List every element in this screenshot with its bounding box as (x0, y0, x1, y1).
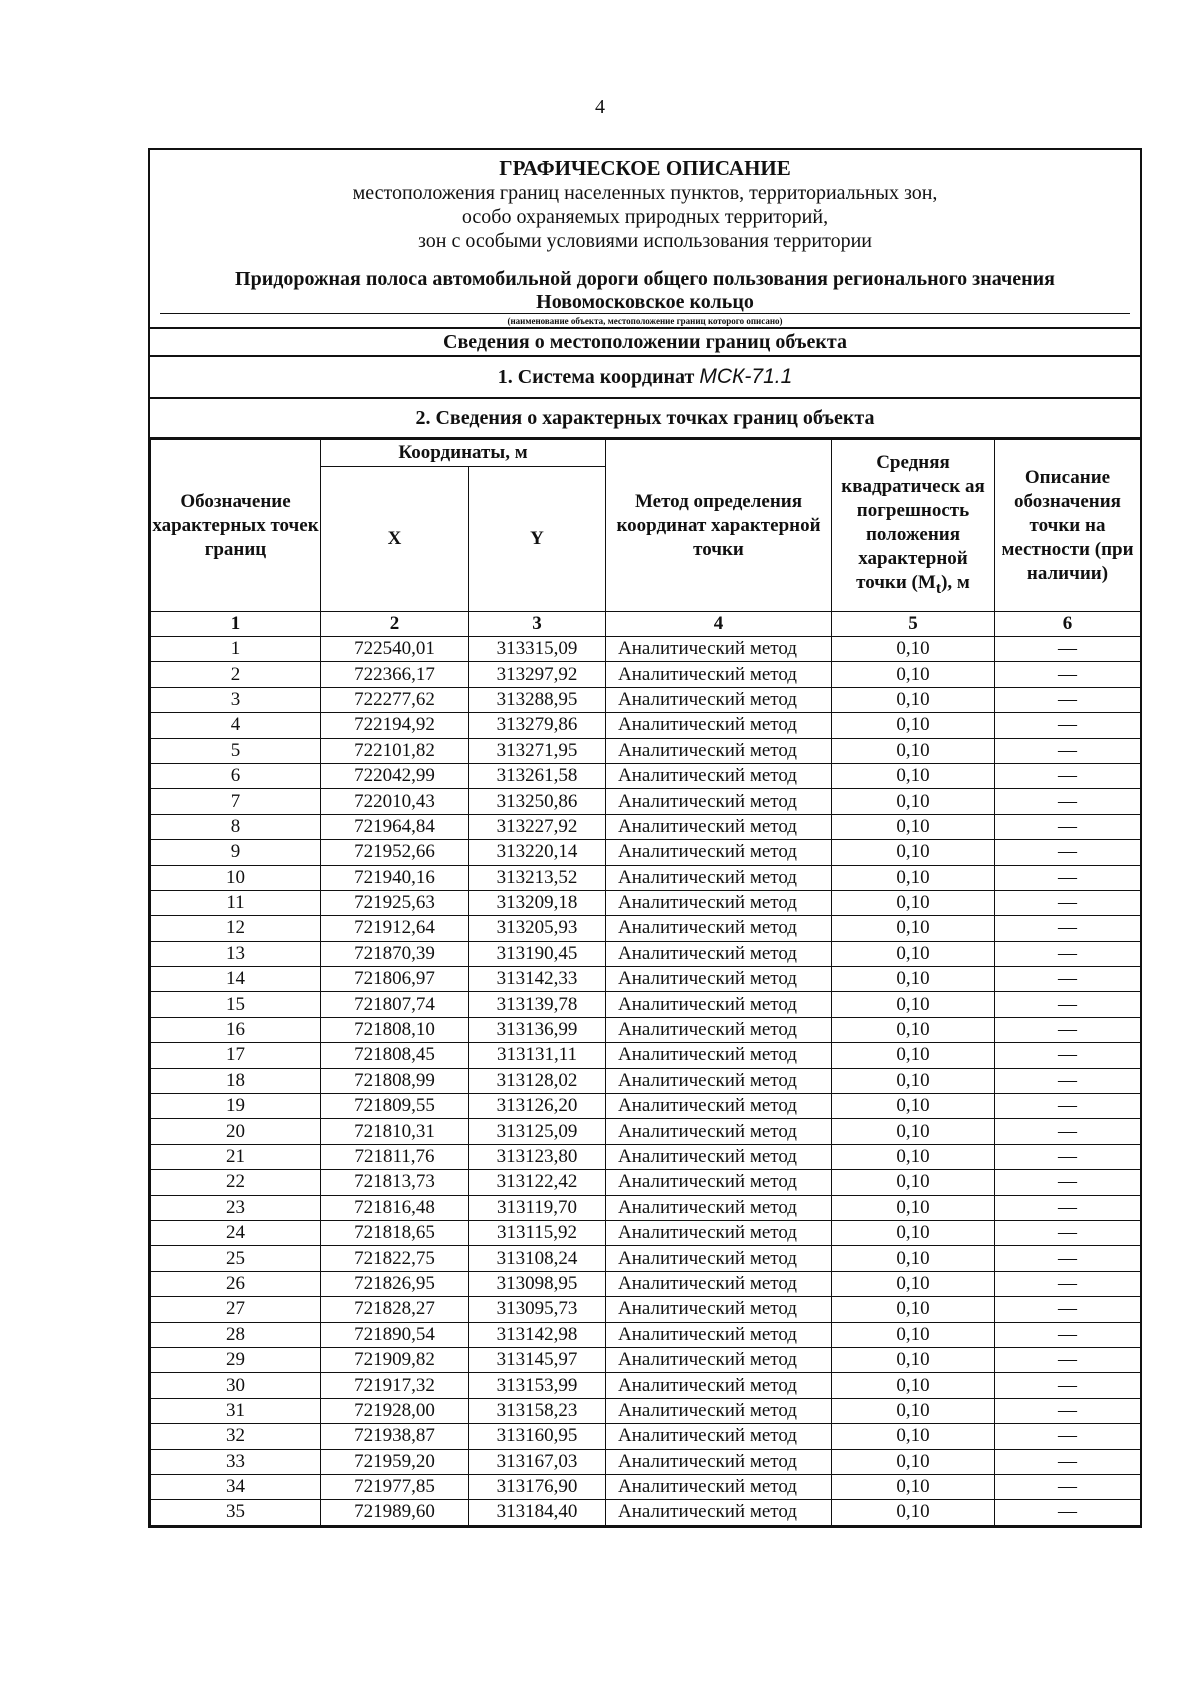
error-value-cell: 0,10 (832, 1322, 995, 1347)
column-number: 6 (995, 612, 1141, 637)
point-id-cell: 17 (151, 1043, 321, 1068)
method-cell: Аналитический метод (606, 1398, 832, 1423)
description-cell: — (995, 789, 1141, 814)
point-id-cell: 8 (151, 814, 321, 839)
table-row (151, 1017, 1141, 1042)
method-cell: Аналитический метод (606, 967, 832, 992)
error-value-cell: 0,10 (832, 865, 995, 890)
error-value-cell: 0,10 (832, 814, 995, 839)
coord-y-cell: 313098,95 (469, 1271, 606, 1296)
table-row (151, 1347, 1141, 1372)
description-cell: — (995, 1043, 1141, 1068)
description-cell: — (995, 1424, 1141, 1449)
method-cell: Аналитический метод (606, 916, 832, 941)
method-cell: Аналитический метод (606, 1297, 832, 1322)
object-caption: (наименование объекта, местоположение границ которого описано) (507, 316, 783, 326)
error-value-cell: 0,10 (832, 1043, 995, 1068)
coord-y-cell: 313297,92 (469, 662, 606, 687)
coord-y-cell: 313279,86 (469, 713, 606, 738)
coord-y-cell: 313271,95 (469, 738, 606, 763)
method-cell: Аналитический метод (606, 1322, 832, 1347)
error-value-cell: 0,10 (832, 637, 995, 662)
coord-y-cell: 313315,09 (469, 637, 606, 662)
point-id-cell: 29 (151, 1347, 321, 1372)
description-cell: — (995, 1246, 1141, 1271)
point-id-cell: 33 (151, 1449, 321, 1474)
coord-y-cell: 313158,23 (469, 1398, 606, 1423)
error-value-cell: 0,10 (832, 789, 995, 814)
point-id-cell: 7 (151, 789, 321, 814)
error-value-cell: 0,10 (832, 1424, 995, 1449)
error-value-cell: 0,10 (832, 1094, 995, 1119)
subtitle-line-1: местоположения границ населенных пунктов, территориальных зон, (352, 182, 938, 204)
coord-x-cell: 721816,48 (321, 1195, 469, 1220)
error-value-cell: 0,10 (832, 763, 995, 788)
error-value-cell: 0,10 (832, 992, 995, 1017)
table-row (151, 1297, 1141, 1322)
subtitle-line-3: зон с особыми условиями использования территории (417, 230, 873, 252)
coord-y-cell: 313145,97 (469, 1347, 606, 1372)
method-cell: Аналитический метод (606, 1246, 832, 1271)
table-row (151, 1094, 1141, 1119)
coord-x-cell: 721909,82 (321, 1347, 469, 1372)
coord-system-label: 1. Система координат (497, 366, 695, 388)
coord-x-cell: 722042,99 (321, 763, 469, 788)
coord-x-cell: 721917,32 (321, 1373, 469, 1398)
error-value-cell: 0,10 (832, 1144, 995, 1169)
description-cell: — (995, 1068, 1141, 1093)
coord-x-cell: 722010,43 (321, 789, 469, 814)
coord-x-cell: 721811,76 (321, 1144, 469, 1169)
description-cell: — (995, 637, 1141, 662)
coord-x-cell: 721952,66 (321, 840, 469, 865)
document-title: ГРАФИЧЕСКОЕ ОПИСАНИЕ (499, 156, 791, 180)
coord-y-cell: 313213,52 (469, 865, 606, 890)
coord-x-cell: 722101,82 (321, 738, 469, 763)
coord-y-cell: 313261,58 (469, 763, 606, 788)
coord-y-cell: 313142,33 (469, 967, 606, 992)
coord-x-cell: 721818,65 (321, 1220, 469, 1245)
error-value-cell: 0,10 (832, 1347, 995, 1372)
coord-y-cell: 313153,99 (469, 1373, 606, 1398)
point-id-cell: 18 (151, 1068, 321, 1093)
column-number: 3 (469, 612, 606, 637)
description-cell: — (995, 1474, 1141, 1499)
coord-y-cell: 313136,99 (469, 1017, 606, 1042)
table-row (151, 1424, 1141, 1449)
point-id-cell: 9 (151, 840, 321, 865)
method-cell: Аналитический метод (606, 1195, 832, 1220)
coord-y-cell: 313288,95 (469, 687, 606, 712)
coord-y-cell: 313095,73 (469, 1297, 606, 1322)
table-row (151, 814, 1141, 839)
method-cell: Аналитический метод (606, 890, 832, 915)
table-row (151, 662, 1141, 687)
coord-y-cell: 313190,45 (469, 941, 606, 966)
coord-system-bar (150, 357, 1140, 399)
header-error: Средняя квадратическ ая погрешность положения характерной точки $(M_t)$, м (832, 440, 995, 612)
document-header (150, 150, 1140, 329)
coord-x-cell: 721826,95 (321, 1271, 469, 1296)
header-x: X (321, 467, 469, 612)
coord-x-cell: 721959,20 (321, 1449, 469, 1474)
coord-y-cell: 313205,93 (469, 916, 606, 941)
subtitle-line-2: особо охраняемых природных территорий, (461, 206, 829, 228)
table-row (151, 1246, 1141, 1271)
method-cell: Аналитический метод (606, 763, 832, 788)
point-id-cell: 35 (151, 1500, 321, 1525)
section-title: Сведения о местоположении границ объекта (150, 329, 1140, 357)
coord-x-cell: 722540,01 (321, 637, 469, 662)
coord-x-cell: 721809,55 (321, 1094, 469, 1119)
error-value-cell: 0,10 (832, 1271, 995, 1296)
method-cell: Аналитический метод (606, 738, 832, 763)
coord-y-cell: 313108,24 (469, 1246, 606, 1271)
description-cell: — (995, 1297, 1141, 1322)
coord-x-cell: 721977,85 (321, 1474, 469, 1499)
coord-y-cell: 313128,02 (469, 1068, 606, 1093)
point-id-cell: 27 (151, 1297, 321, 1322)
object-name-line-2: Новомосковское кольцо (160, 291, 1130, 314)
coord-y-cell: 313209,18 (469, 890, 606, 915)
table-row (151, 637, 1141, 662)
table-row (151, 1170, 1141, 1195)
table-row (151, 840, 1141, 865)
coord-y-cell: 313139,78 (469, 992, 606, 1017)
description-cell: — (995, 713, 1141, 738)
coord-x-cell: 721810,31 (321, 1119, 469, 1144)
table-row (151, 1043, 1141, 1068)
method-cell: Аналитический метод (606, 1347, 832, 1372)
error-value-cell: 0,10 (832, 1195, 995, 1220)
point-id-cell: 20 (151, 1119, 321, 1144)
coord-system-value: МСК-71.1 (699, 365, 793, 388)
table-row (151, 789, 1141, 814)
table-row (151, 992, 1141, 1017)
coord-x-cell: 721925,63 (321, 890, 469, 915)
method-cell: Аналитический метод (606, 789, 832, 814)
description-cell: — (995, 1500, 1141, 1525)
error-value-cell: 0,10 (832, 1246, 995, 1271)
error-value-cell: 0,10 (832, 941, 995, 966)
point-id-cell: 28 (151, 1322, 321, 1347)
coord-y-cell: 313119,70 (469, 1195, 606, 1220)
table-row (151, 1474, 1141, 1499)
column-number: 5 (832, 612, 995, 637)
coord-x-cell: 721928,00 (321, 1398, 469, 1423)
description-cell: — (995, 738, 1141, 763)
coord-x-cell: 721940,16 (321, 865, 469, 890)
coord-x-cell: 722277,62 (321, 687, 469, 712)
coord-x-cell: 721806,97 (321, 967, 469, 992)
method-cell: Аналитический метод (606, 1424, 832, 1449)
point-id-cell: 4 (151, 713, 321, 738)
point-id-cell: 15 (151, 992, 321, 1017)
error-value-cell: 0,10 (832, 1500, 995, 1525)
description-cell: — (995, 1449, 1141, 1474)
description-cell: — (995, 1017, 1141, 1042)
method-cell: Аналитический метод (606, 1017, 832, 1042)
description-cell: — (995, 687, 1141, 712)
table-row (151, 1195, 1141, 1220)
coord-x-cell: 722194,92 (321, 713, 469, 738)
point-id-cell: 12 (151, 916, 321, 941)
coord-x-cell: 721807,74 (321, 992, 469, 1017)
coord-x-cell: 721890,54 (321, 1322, 469, 1347)
description-cell: — (995, 967, 1141, 992)
error-value-cell: 0,10 (832, 687, 995, 712)
error-value-cell: 0,10 (832, 1474, 995, 1499)
table-row (151, 1449, 1141, 1474)
table-row (151, 967, 1141, 992)
point-id-cell: 13 (151, 941, 321, 966)
description-cell: — (995, 1119, 1141, 1144)
point-id-cell: 2 (151, 662, 321, 687)
point-id-cell: 31 (151, 1398, 321, 1423)
page-number: 4 (595, 96, 605, 118)
coord-y-cell: 313167,03 (469, 1449, 606, 1474)
table-row (151, 1220, 1141, 1245)
method-cell: Аналитический метод (606, 814, 832, 839)
description-cell: — (995, 1322, 1141, 1347)
point-id-cell: 3 (151, 687, 321, 712)
method-cell: Аналитический метод (606, 1144, 832, 1169)
table-row (151, 941, 1141, 966)
table-row (151, 865, 1141, 890)
point-id-cell: 25 (151, 1246, 321, 1271)
method-cell: Аналитический метод (606, 637, 832, 662)
method-cell: Аналитический метод (606, 1220, 832, 1245)
method-cell: Аналитический метод (606, 1373, 832, 1398)
table-row (151, 1500, 1141, 1525)
table-row (151, 713, 1141, 738)
error-value-cell: 0,10 (832, 713, 995, 738)
header-point-designation: Обозначение характерных точек границ (151, 440, 321, 612)
method-cell: Аналитический метод (606, 1449, 832, 1474)
point-id-cell: 32 (151, 1424, 321, 1449)
description-cell: — (995, 1144, 1141, 1169)
error-value-cell: 0,10 (832, 1170, 995, 1195)
description-cell: — (995, 1271, 1141, 1296)
point-id-cell: 19 (151, 1094, 321, 1119)
point-id-cell: 23 (151, 1195, 321, 1220)
points-title: 2. Сведения о характерных точках границ объекта (150, 399, 1140, 439)
coord-x-cell: 721912,64 (321, 916, 469, 941)
table-row (151, 1271, 1141, 1296)
column-numbers-row (151, 612, 1141, 637)
header-coordinates: Координаты, м (321, 440, 606, 467)
description-cell: — (995, 941, 1141, 966)
header-description: Описание обозначения точки на местности (при наличии) (995, 440, 1141, 612)
description-cell: — (995, 1195, 1141, 1220)
method-cell: Аналитический метод (606, 1043, 832, 1068)
method-cell: Аналитический метод (606, 1170, 832, 1195)
description-cell: — (995, 890, 1141, 915)
description-cell: — (995, 916, 1141, 941)
point-id-cell: 1 (151, 637, 321, 662)
coord-y-cell: 313184,40 (469, 1500, 606, 1525)
error-value-cell: 0,10 (832, 738, 995, 763)
method-cell: Аналитический метод (606, 1068, 832, 1093)
method-cell: Аналитический метод (606, 662, 832, 687)
coord-y-cell: 313122,42 (469, 1170, 606, 1195)
point-id-cell: 6 (151, 763, 321, 788)
table-row (151, 1144, 1141, 1169)
table-row (151, 1119, 1141, 1144)
coord-y-cell: 313125,09 (469, 1119, 606, 1144)
table-row (151, 916, 1141, 941)
document-frame (148, 148, 1142, 1528)
error-value-cell: 0,10 (832, 1373, 995, 1398)
point-id-cell: 22 (151, 1170, 321, 1195)
coord-y-cell: 313176,90 (469, 1474, 606, 1499)
points-table-body (151, 637, 1141, 1526)
error-value-cell: 0,10 (832, 1068, 995, 1093)
description-cell: — (995, 1347, 1141, 1372)
coord-x-cell: 721808,10 (321, 1017, 469, 1042)
method-cell: Аналитический метод (606, 865, 832, 890)
point-id-cell: 11 (151, 890, 321, 915)
coord-y-cell: 313131,11 (469, 1043, 606, 1068)
coord-x-cell: 721808,45 (321, 1043, 469, 1068)
point-id-cell: 30 (151, 1373, 321, 1398)
table-row (151, 890, 1141, 915)
coord-x-cell: 721964,84 (321, 814, 469, 839)
point-id-cell: 34 (151, 1474, 321, 1499)
coord-y-cell: 313220,14 (469, 840, 606, 865)
table-row (151, 1373, 1141, 1398)
table-row (151, 1398, 1141, 1423)
table-row (151, 1322, 1141, 1347)
coord-x-cell: 721808,99 (321, 1068, 469, 1093)
error-value-cell: 0,10 (832, 1449, 995, 1474)
table-row (151, 1068, 1141, 1093)
description-cell: — (995, 814, 1141, 839)
coord-y-cell: 313126,20 (469, 1094, 606, 1119)
point-id-cell: 21 (151, 1144, 321, 1169)
error-value-cell: 0,10 (832, 1398, 995, 1423)
table-row (151, 738, 1141, 763)
error-value-cell: 0,10 (832, 1017, 995, 1042)
point-id-cell: 24 (151, 1220, 321, 1245)
description-cell: — (995, 992, 1141, 1017)
coord-y-cell: 313123,80 (469, 1144, 606, 1169)
description-cell: — (995, 840, 1141, 865)
coord-y-cell: 313227,92 (469, 814, 606, 839)
table-row (151, 763, 1141, 788)
error-value-cell: 0,10 (832, 662, 995, 687)
description-cell: — (995, 1220, 1141, 1245)
coord-x-cell: 721822,75 (321, 1246, 469, 1271)
method-cell: Аналитический метод (606, 1474, 832, 1499)
method-cell: Аналитический метод (606, 713, 832, 738)
method-cell: Аналитический метод (606, 1500, 832, 1525)
description-cell: — (995, 763, 1141, 788)
method-cell: Аналитический метод (606, 1271, 832, 1296)
point-id-cell: 14 (151, 967, 321, 992)
coord-x-cell: 721938,87 (321, 1424, 469, 1449)
coord-y-cell: 313115,92 (469, 1220, 606, 1245)
method-cell: Аналитический метод (606, 1094, 832, 1119)
method-cell: Аналитический метод (606, 992, 832, 1017)
coord-y-cell: 313160,95 (469, 1424, 606, 1449)
description-cell: — (995, 1373, 1141, 1398)
error-value-cell: 0,10 (832, 1220, 995, 1245)
description-cell: — (995, 1398, 1141, 1423)
points-table (150, 439, 1141, 1526)
description-cell: — (995, 865, 1141, 890)
table-row (151, 687, 1141, 712)
point-id-cell: 5 (151, 738, 321, 763)
object-name-line-1: Придорожная полоса автомобильной дороги общего пользования регионального значения (235, 268, 1055, 290)
coord-x-cell: 722366,17 (321, 662, 469, 687)
description-cell: — (995, 1094, 1141, 1119)
column-number: 2 (321, 612, 469, 637)
description-cell: — (995, 662, 1141, 687)
header-y: Y (469, 467, 606, 612)
point-id-cell: 10 (151, 865, 321, 890)
coord-x-cell: 721989,60 (321, 1500, 469, 1525)
method-cell: Аналитический метод (606, 687, 832, 712)
coord-x-cell: 721813,73 (321, 1170, 469, 1195)
error-value-cell: 0,10 (832, 1119, 995, 1144)
coord-y-cell: 313142,98 (469, 1322, 606, 1347)
column-number: 4 (606, 612, 832, 637)
error-value-cell: 0,10 (832, 916, 995, 941)
header-method: Метод определения координат характерной точки (606, 440, 832, 612)
description-cell: — (995, 1170, 1141, 1195)
method-cell: Аналитический метод (606, 941, 832, 966)
coord-y-cell: 313250,86 (469, 789, 606, 814)
error-value-cell: 0,10 (832, 1297, 995, 1322)
method-cell: Аналитический метод (606, 1119, 832, 1144)
coord-x-cell: 721870,39 (321, 941, 469, 966)
column-number: 1 (151, 612, 321, 637)
point-id-cell: 26 (151, 1271, 321, 1296)
point-id-cell: 16 (151, 1017, 321, 1042)
error-value-cell: 0,10 (832, 967, 995, 992)
method-cell: Аналитический метод (606, 840, 832, 865)
error-value-cell: 0,10 (832, 890, 995, 915)
error-value-cell: 0,10 (832, 840, 995, 865)
coord-x-cell: 721828,27 (321, 1297, 469, 1322)
